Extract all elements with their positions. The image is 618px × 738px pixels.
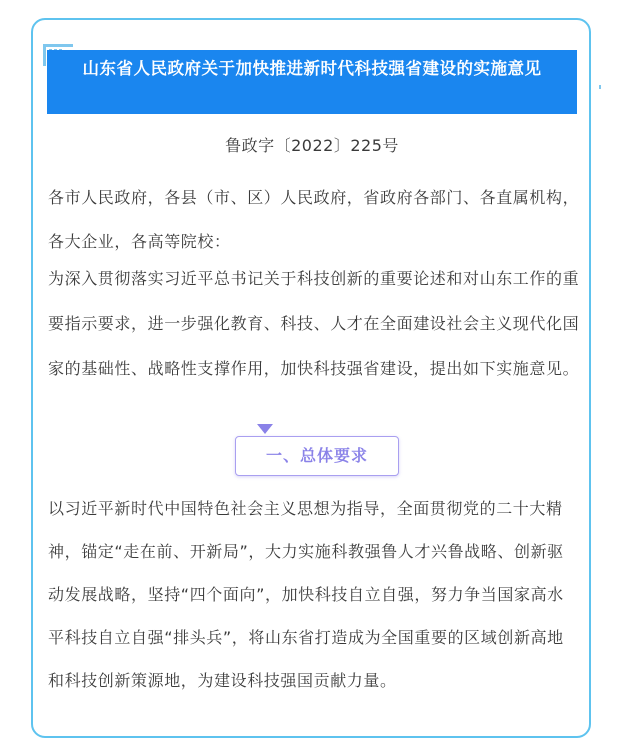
section-arrow-icon bbox=[257, 424, 273, 434]
page-title: 山东省人民政府关于加快推进新时代科技强省建设的实施意见 bbox=[47, 50, 577, 114]
recipients-paragraph: 各市人民政府，各县（市、区）人民政府，省政府各部门、各直属机构，各大企业，各高等院校： bbox=[48, 188, 580, 251]
side-decoration bbox=[599, 85, 601, 89]
intro-paragraph: 为深入贯彻落实习近平总书记关于科技创新的重要论述和对山东工作的重要指示要求，进一步强化教育、科技、人才在全面建设社会主义现代化国家的基础性、战略性支撑作用，加快科技强省建设，提出如下实施意见。 bbox=[48, 269, 580, 378]
document-number: 鲁政字〔2022〕225号 bbox=[225, 136, 399, 155]
section1-body-paragraph: 以习近平新时代中国特色社会主义思想为指导，全面贯彻党的二十大精神，锚定“走在前、开新局”，大力实施科教强鲁人才兴鲁战略、创新驱动发展战略，坚持“四个面向”，加快科技自立自强，努力争当国家高水平科技自立自强“排头兵”，将山东省打造成为全国重要的区域创新高地和科技创新策源地，为建设科技强国贡献力量。 bbox=[48, 499, 564, 690]
section-heading-general-requirements: 一、总体要求 bbox=[235, 436, 399, 476]
